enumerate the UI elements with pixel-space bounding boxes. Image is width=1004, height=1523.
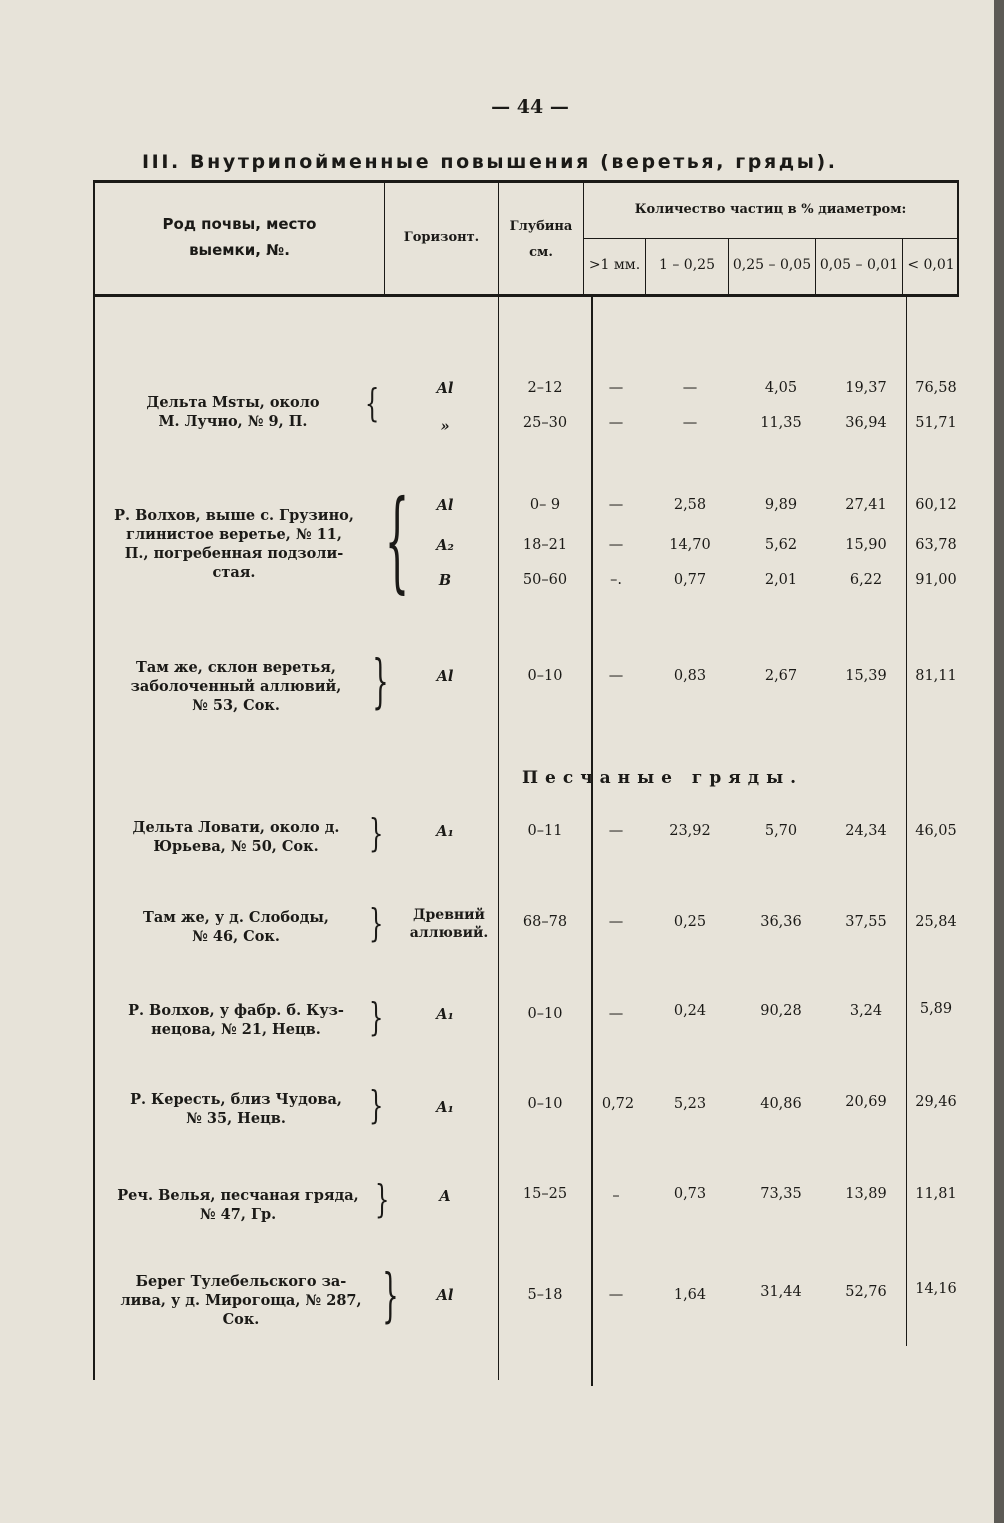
cell-c5: 60,12	[915, 497, 957, 513]
cell-c3: 31,44	[760, 1284, 802, 1300]
cell-c4: 19,37	[845, 380, 887, 396]
row-name	[110, 1272, 372, 1329]
cell-depth: 68–78	[522, 914, 568, 930]
cell-c3: 9,89	[764, 497, 798, 513]
row-name-line: Юрьева, № 50, Сок.	[153, 838, 319, 855]
cell-c2: 0,24	[673, 1003, 707, 1019]
row-name-line: заболоченный аллювий,	[130, 678, 342, 695]
col-rule-sub4-body	[906, 296, 907, 1346]
cell-horizon: A₂	[436, 537, 454, 554]
cell-c3: 4,05	[764, 380, 798, 396]
cell-c2: —	[682, 415, 698, 431]
table-header-rule	[93, 294, 959, 297]
cell-c1: –.	[610, 572, 622, 588]
header-name-col	[95, 211, 384, 263]
cell-c5: 29,46	[915, 1094, 957, 1110]
row-name-line: П., погребенная подзоли-	[124, 545, 344, 562]
cell-depth: 0–10	[527, 668, 563, 684]
table-top-rule	[93, 180, 959, 183]
cell-c1: —	[608, 914, 624, 930]
row-name-line: Р. Кересть, близ Чудова,	[130, 1091, 342, 1108]
cell-c3: 40,86	[760, 1096, 802, 1112]
cell-c2: 0,73	[673, 1186, 707, 1202]
cell-depth: 0–10	[527, 1006, 563, 1022]
header-depth-line2: см.	[529, 245, 553, 260]
row-name-line: стая.	[212, 564, 256, 581]
cell-c4: 15,39	[845, 668, 887, 684]
brace-mark: {	[364, 381, 380, 425]
cell-c3: 90,28	[760, 1003, 802, 1019]
header-sub4: 0,05 – 0,01	[819, 257, 899, 273]
cell-c4: 37,55	[845, 914, 887, 930]
cell-depth: 15–25	[522, 1186, 568, 1202]
row-name-line: нецова, № 21, Нецв.	[151, 1021, 321, 1038]
row-name	[112, 1186, 364, 1224]
brace-mark: }	[374, 1177, 390, 1221]
cell-depth: 5–18	[527, 1287, 563, 1303]
cell-c2: —	[682, 380, 698, 396]
cell-c3: 5,70	[764, 823, 798, 839]
cell-c1: —	[608, 1287, 624, 1303]
table-right-rule	[957, 180, 959, 297]
cell-c5: 91,00	[915, 572, 957, 588]
header-sub3: 0,25 – 0,05	[732, 257, 812, 273]
row-name-line: № 47, Гр.	[199, 1206, 277, 1223]
cell-c3: 73,35	[760, 1186, 802, 1202]
cell-depth: 0–10	[527, 1096, 563, 1112]
brace-mark: }	[382, 1261, 399, 1329]
cell-depth: 0–11	[527, 823, 563, 839]
row-name-line: Берег Тулебельского за-	[135, 1273, 347, 1290]
cell-c5: 51,71	[915, 415, 957, 431]
row-name	[110, 908, 362, 946]
page-number: — 44 —	[491, 96, 569, 118]
row-name-line: № 46, Сок.	[192, 928, 280, 945]
header-sub2: 1 – 0,25	[659, 257, 715, 273]
cell-c4: 3,24	[849, 1003, 883, 1019]
brace-mark: }	[368, 995, 384, 1039]
brace-mark: }	[372, 647, 389, 715]
cell-c2: 23,92	[669, 823, 711, 839]
cell-horizon: B	[438, 572, 452, 589]
cell-c2: 0,77	[673, 572, 707, 588]
cell-horizon: A₁	[436, 823, 454, 840]
section-title: III. Внутрипойменные повышения (веретья, гряды).	[142, 151, 838, 173]
header-particles: Количество частиц в % диаметром:	[634, 202, 907, 217]
cell-c1: —	[608, 380, 624, 396]
cell-horizon: Al	[436, 497, 454, 514]
cell-depth: 50–60	[522, 572, 568, 588]
row-name	[110, 658, 362, 715]
header-name-line2: выемки, №.	[189, 241, 290, 259]
header-depth-line1: Глубина	[509, 219, 573, 234]
row-name-line: Дельта Ловати, около д.	[132, 819, 340, 836]
cell-c5: 63,78	[915, 537, 957, 553]
col-rule-depth-body	[591, 296, 593, 1386]
row-name	[108, 393, 358, 431]
col-rule-horizon	[498, 180, 499, 1380]
cell-horizon: A₁	[436, 1006, 454, 1023]
row-name	[110, 1090, 362, 1128]
header-depth	[499, 214, 583, 266]
cell-horizon: Al	[436, 1287, 454, 1304]
row-name-line: № 53, Сок.	[192, 697, 280, 714]
cell-c3: 5,62	[764, 537, 798, 553]
cell-horizon: Al	[436, 668, 454, 685]
cell-c1: —	[608, 1006, 624, 1022]
cell-c1: 0,72	[601, 1096, 635, 1112]
header-name-line1: Род почвы, место	[162, 215, 317, 233]
cell-c4: 52,76	[845, 1284, 887, 1300]
cell-c4: 24,34	[845, 823, 887, 839]
cell-c2: 5,23	[673, 1096, 707, 1112]
brace-mark: {	[384, 476, 410, 604]
header-sub1: >1 мм.	[588, 257, 641, 273]
cell-c1: —	[608, 668, 624, 684]
row-name-line: лива, у д. Мирогоща, № 287,	[120, 1292, 362, 1309]
cell-c4: 13,89	[845, 1186, 887, 1202]
cell-c2: 0,83	[673, 668, 707, 684]
cell-c5: 76,58	[915, 380, 957, 396]
row-name-line: М. Лучно, № 9, П.	[158, 413, 308, 430]
row-name-line: Там же, склон веретья,	[136, 659, 336, 676]
row-name-line: Сок.	[222, 1311, 260, 1328]
row-name-line: Дельта Msты, около	[146, 394, 320, 411]
cell-c4: 6,22	[849, 572, 883, 588]
cell-c3: 11,35	[760, 415, 802, 431]
cell-c5: 81,11	[915, 668, 957, 684]
row-name-line: Р. Волхов, выше с. Грузино,	[114, 507, 354, 524]
brace-mark: }	[368, 901, 384, 945]
cell-c5: 5,89	[919, 1001, 953, 1017]
cell-horizon: Древний аллювий.	[409, 907, 489, 941]
row-name-line: Реч. Велья, песчаная гряда,	[117, 1187, 359, 1204]
cell-horizon: »	[440, 418, 450, 435]
row-name-line: Там же, у д. Слободы,	[143, 909, 329, 926]
row-name-line: № 35, Нецв.	[186, 1110, 286, 1127]
row-name	[110, 818, 362, 856]
cell-c5: 14,16	[915, 1281, 957, 1297]
subsection-title: Песчаные гряды.	[522, 768, 804, 788]
cell-horizon: Al	[436, 380, 454, 397]
cell-c4: 20,69	[845, 1094, 887, 1110]
col-rule-depth	[583, 180, 584, 296]
cell-c4: 15,90	[845, 537, 887, 553]
cell-c1: —	[608, 415, 624, 431]
cell-c5: 11,81	[915, 1186, 957, 1202]
cell-c2: 0,25	[673, 914, 707, 930]
cell-c3: 2,01	[764, 572, 798, 588]
cell-depth: 2–12	[527, 380, 563, 396]
cell-c2: 2,58	[673, 497, 707, 513]
cell-horizon: A₁	[436, 1099, 454, 1116]
brace-mark: }	[368, 811, 384, 855]
row-name-line: Р. Волхов, у фабр. б. Куз-	[128, 1002, 344, 1019]
cell-c4: 36,94	[845, 415, 887, 431]
cell-horizon: A	[439, 1188, 451, 1205]
cell-c3: 2,67	[764, 668, 798, 684]
header-sub5: < 0,01	[907, 257, 955, 273]
cell-depth: 25–30	[522, 415, 568, 431]
page-edge-shadow	[994, 0, 1004, 1523]
header-horizon: Горизонт.	[403, 230, 480, 245]
cell-c2: 1,64	[673, 1287, 707, 1303]
cell-depth: 18–21	[522, 537, 568, 553]
row-name	[106, 506, 362, 582]
cell-c1: –	[612, 1188, 620, 1204]
cell-c1: —	[608, 497, 624, 513]
cell-c3: 36,36	[760, 914, 802, 930]
cell-c1: —	[608, 823, 624, 839]
table-left-rule	[93, 180, 95, 1380]
cell-c1: —	[608, 537, 624, 553]
cell-c4: 27,41	[845, 497, 887, 513]
row-name-line: глинистое веретье, № 11,	[126, 526, 342, 543]
cell-c5: 25,84	[915, 914, 957, 930]
cell-depth: 0– 9	[529, 497, 561, 513]
cell-c2: 14,70	[669, 537, 711, 553]
brace-mark: }	[368, 1083, 384, 1127]
row-name	[110, 1001, 362, 1039]
cell-c5: 46,05	[915, 823, 957, 839]
